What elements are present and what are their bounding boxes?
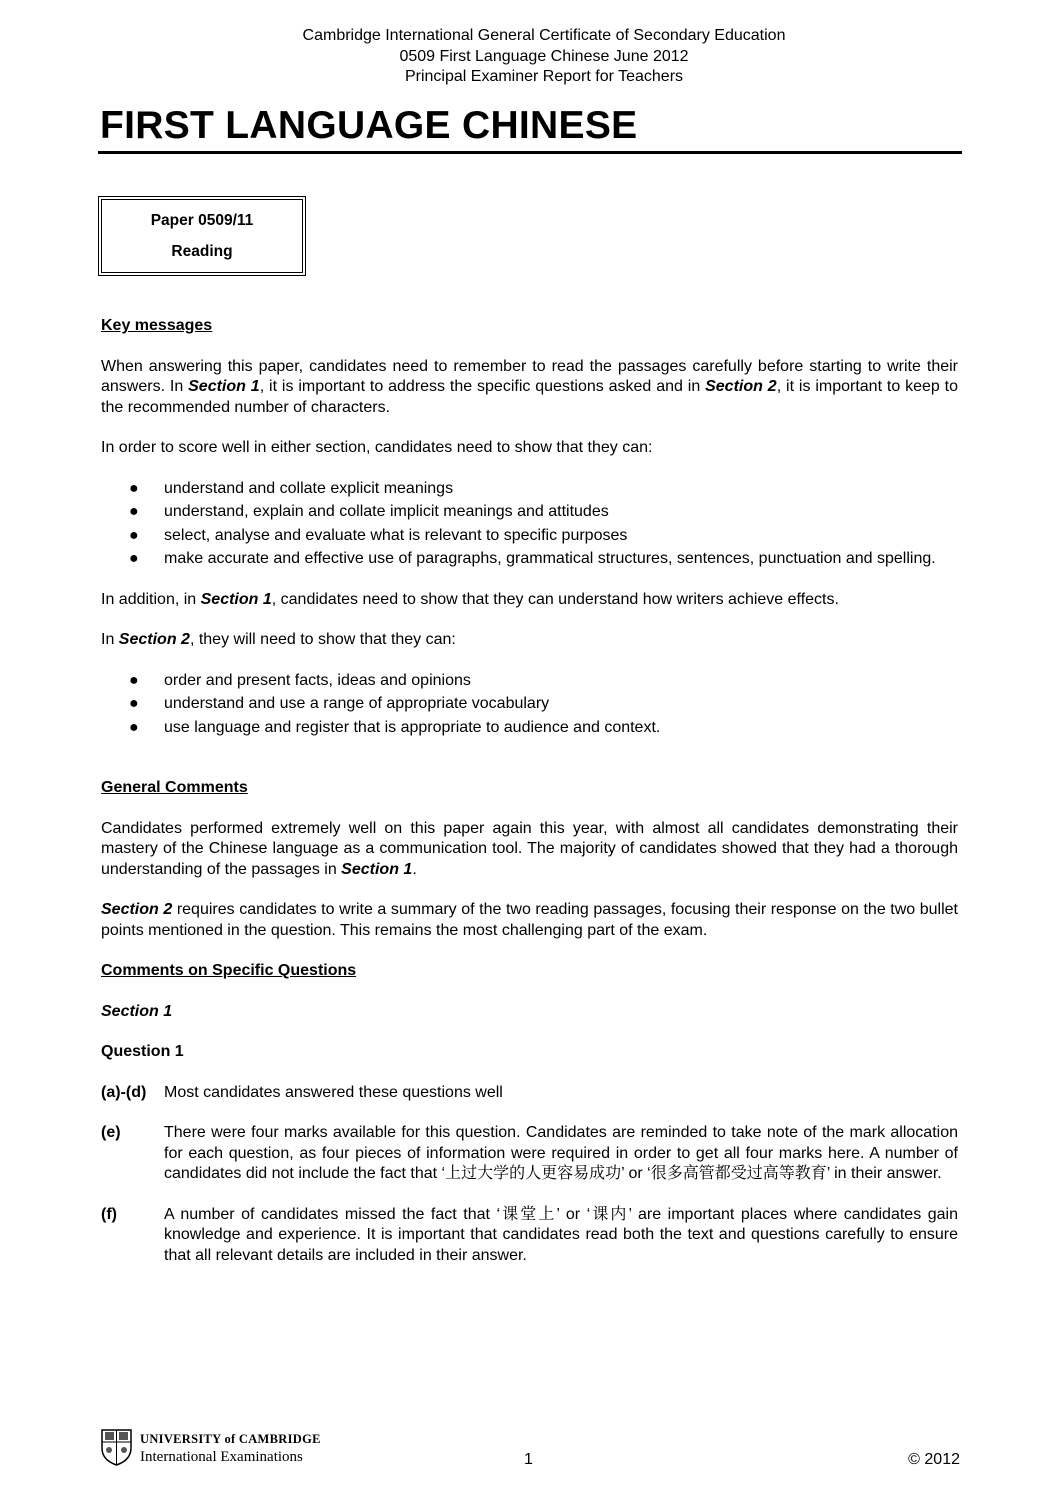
bullet-icon: ● bbox=[129, 526, 139, 544]
list-item bbox=[101, 671, 958, 692]
header-line-2: 0509 First Language Chinese June 2012 bbox=[399, 47, 689, 65]
list-item bbox=[101, 694, 958, 715]
list-item bbox=[101, 549, 958, 570]
bullet-icon: ● bbox=[129, 503, 139, 520]
list-item-text: understand and use a range of appropriate vocabulary bbox=[164, 695, 550, 712]
university-logo-text bbox=[140, 1430, 321, 1466]
skills-list-2 bbox=[101, 671, 958, 739]
text-run: , candidates need to show that they can understand how writers achieve effects. bbox=[271, 590, 839, 608]
university-name: UNIVERSITY of CAMBRIDGE bbox=[140, 1432, 321, 1446]
general-comments-paragraph-2 bbox=[101, 900, 958, 941]
copyright: © 2012 bbox=[908, 1451, 960, 1468]
text-run: . bbox=[412, 860, 417, 878]
general-comments-heading: General Comments bbox=[101, 779, 248, 796]
list-item bbox=[101, 502, 958, 523]
paper-info-box bbox=[98, 196, 306, 276]
question-comment: A number of candidates missed the fact that ‘课堂上’ or ‘课内’ are important places where candidates gain knowledge and experience. It is important that candidates read both the text and questions carefully to ensure that all relevant details are included in their answer. bbox=[164, 1205, 958, 1264]
question-label: (f) bbox=[101, 1205, 117, 1223]
key-messages-paragraph-4 bbox=[101, 630, 958, 651]
specific-questions-heading: Comments on Specific Questions bbox=[101, 962, 357, 979]
report-body bbox=[101, 316, 958, 1286]
list-item bbox=[101, 718, 958, 739]
paper-code: Paper 0509/11 bbox=[150, 212, 254, 229]
section-1-heading: Section 1 bbox=[101, 1002, 173, 1020]
section-ref: Section 2 bbox=[101, 901, 173, 918]
question-item bbox=[101, 1083, 958, 1104]
title-divider bbox=[98, 151, 962, 154]
text-run: In bbox=[101, 631, 119, 648]
list-item-text: select, analyse and evaluate what is relevant to specific purposes bbox=[164, 526, 628, 544]
list-item-text: understand, explain and collate implicit meanings and attitudes bbox=[164, 503, 609, 520]
question-label: (a)-(d) bbox=[101, 1083, 147, 1101]
text-run: , it is important to keep to the recommended number of characters. bbox=[101, 378, 959, 416]
key-messages-paragraph-1 bbox=[101, 357, 958, 419]
key-messages-heading: Key messages bbox=[101, 317, 213, 334]
list-item-text: make accurate and effective use of paragraphs, grammatical structures, sentences, punctuation and spelling. bbox=[164, 550, 936, 567]
section-ref: Section 2 bbox=[705, 378, 777, 395]
question-1-heading: Question 1 bbox=[101, 1043, 184, 1060]
header-line-3: Principal Examiner Report for Teachers bbox=[404, 68, 684, 85]
key-messages-paragraph-3 bbox=[101, 590, 958, 611]
question-item bbox=[101, 1205, 958, 1267]
section-ref: Section 1 bbox=[188, 378, 260, 395]
paper-name: Reading bbox=[171, 243, 233, 260]
question-comment: There were four marks available for this question. Candidates are reminded to take note of the mark allocation for each question, as four pieces of information were required in order to get all four marks here. A number of candidates did not include the fact that ‘上过大学的人更容易成功’ or ‘很多高管都受过高等教育’ in their answer. bbox=[164, 1124, 958, 1182]
list-item-text: order and present facts, ideas and opinions bbox=[164, 671, 471, 689]
cambridge-crest-icon bbox=[100, 1428, 133, 1466]
text-run: In addition, in bbox=[101, 590, 201, 608]
text-run: Candidates performed extremely well on this paper again this year, with almost all candidates demonstrating their mastery of the Chinese language as a communication tool. The majority of candidates showed that they had a thorough understanding of the passages in bbox=[101, 819, 958, 878]
text-run: requires candidates to write a summary of the two reading passages, focusing their response on the two bullet points mentioned in the question. This remains the most challenging part of the exam. bbox=[101, 901, 958, 939]
page-footer bbox=[100, 1428, 960, 1478]
section-ref: Section 2 bbox=[118, 631, 190, 648]
list-item bbox=[101, 526, 958, 547]
list-item-text: understand and collate explicit meanings bbox=[164, 479, 454, 497]
general-comments-paragraph-1 bbox=[101, 819, 958, 881]
header-line-1: Cambridge International General Certificate of Secondary Education bbox=[302, 27, 786, 44]
skills-list-1 bbox=[101, 479, 958, 570]
question-label: (e) bbox=[101, 1124, 121, 1141]
bullet-icon: ● bbox=[129, 479, 139, 497]
text-run: , it is important to address the specific questions asked and in bbox=[259, 378, 706, 395]
bullet-icon: ● bbox=[129, 718, 139, 736]
text-run: , they will need to show that they can: bbox=[189, 631, 456, 648]
university-subtitle: International Examinations bbox=[140, 1449, 303, 1465]
report-header bbox=[0, 26, 1058, 88]
text-run: When answering this paper, candidates need to remember to read the passages carefully before starting to write their answers. In bbox=[101, 357, 958, 395]
section-ref: Section 1 bbox=[200, 590, 272, 608]
bullet-icon: ● bbox=[129, 550, 139, 567]
section-ref: Section 1 bbox=[341, 860, 413, 878]
document-title: FIRST LANGUAGE CHINESE bbox=[100, 104, 638, 147]
question-comment: Most candidates answered these questions well bbox=[164, 1083, 503, 1101]
list-item bbox=[101, 479, 958, 500]
bullet-icon: ● bbox=[129, 695, 139, 712]
question-item bbox=[101, 1123, 958, 1185]
page-number: 1 bbox=[524, 1451, 533, 1468]
bullet-icon: ● bbox=[129, 671, 139, 689]
list-item-text: use language and register that is appropriate to audience and context. bbox=[164, 718, 661, 736]
key-messages-paragraph-2: In order to score well in either section, candidates need to show that they can: bbox=[101, 439, 653, 456]
